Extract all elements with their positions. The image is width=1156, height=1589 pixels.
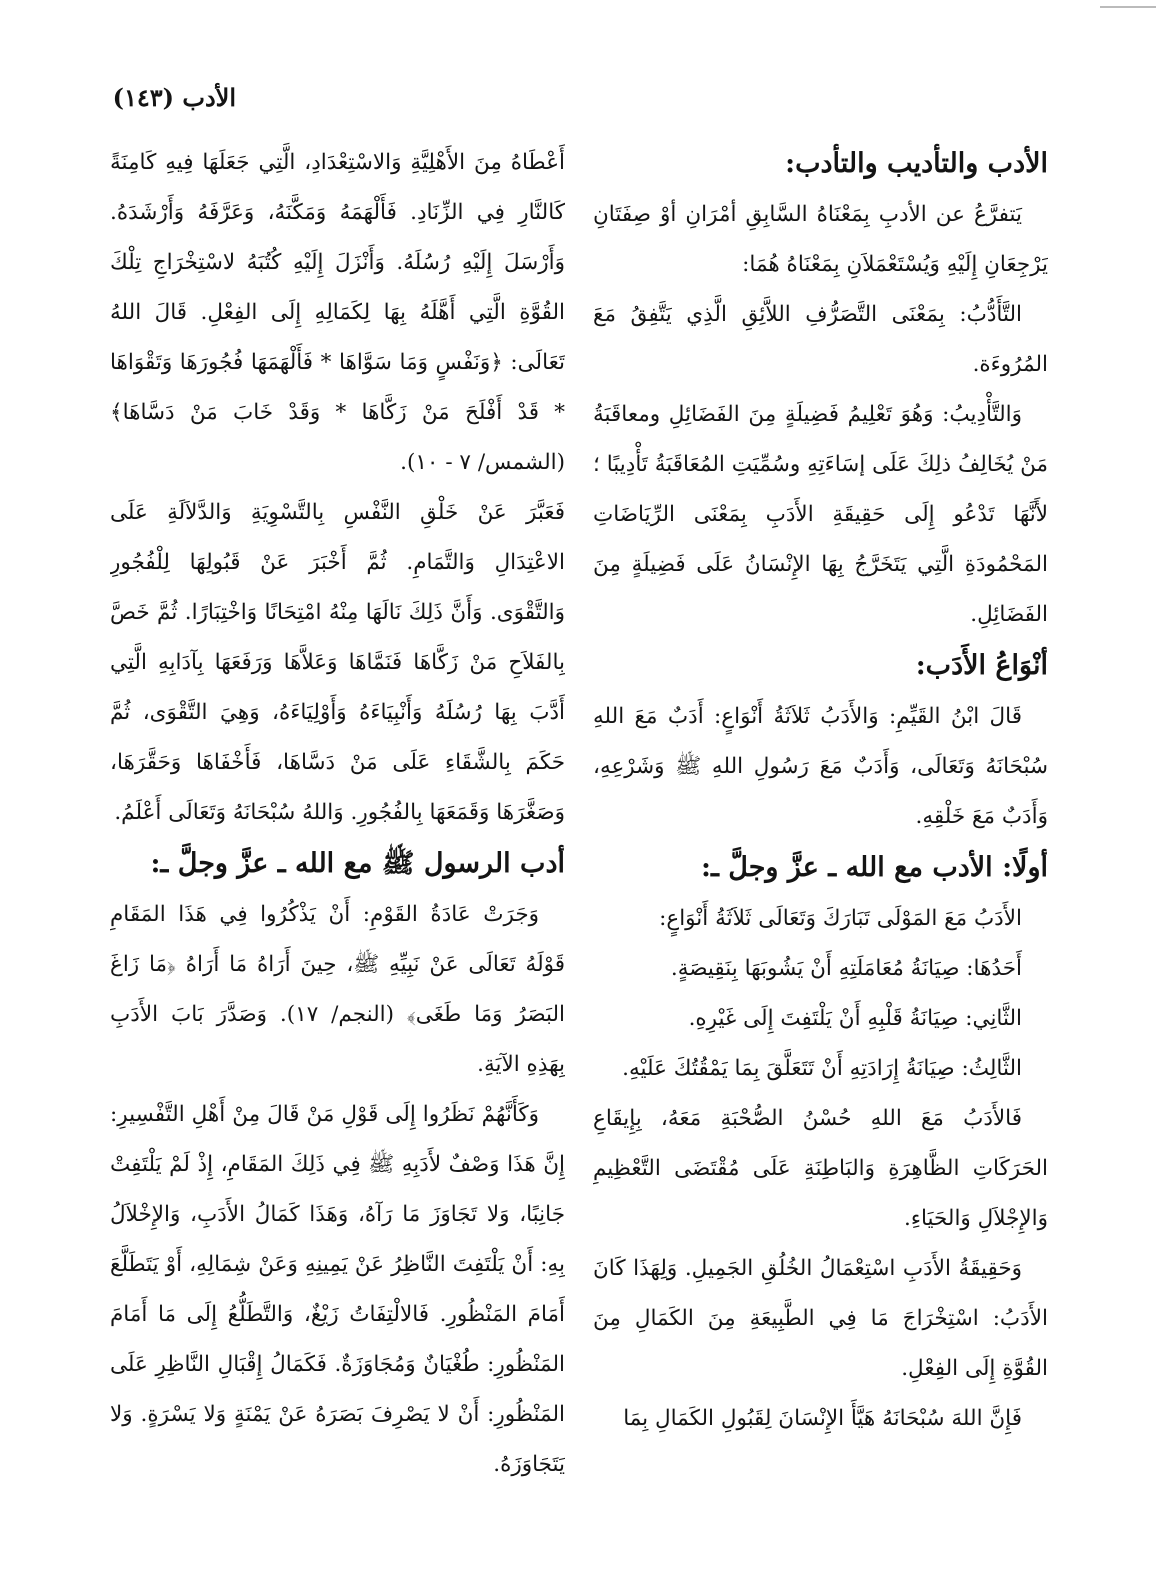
right-column <box>593 138 1048 1558</box>
section-heading: أولًا: الأدب مع الله ـ عزَّ وجلَّ ـ: <box>701 852 1048 883</box>
paragraph: أَعْطَاهُ مِنَ الأَهْلِيَّةِ وَالاسْتِعْدَادِ، الَّتِي جَعَلَهَا فِيهِ كَامِنَةً كَالنَّارِ فِي الزِّنَادِ. فَأَلْهَمَهُ وَمَكَّنَهُ، وَعَرَّفَهُ وَأَرْشَدَهُ. وَأَرْسَلَ إِلَيْهِ رُسُلَهُ. وَأَنْزَلَ إِلَيْهِ كُتُبَهُ لاسْتِخْرَاجِ تِلْكَ القُوَّةِ الَّتِي أَهَّلَهُ بِهَا لِكَمَالِهِ إِلَى الفِعْلِ. قَالَ اللهُ تَعَالَى: ﴿وَنَفْسٍ وَمَا سَوَّاهَا * فَأَلْهَمَهَا فُجُورَهَا وَتَقْوَاهَا * قَدْ أَفْلَحَ مَنْ زَكَّاهَا * وَقَدْ خَابَ مَنْ دَسَّاهَا﴾ (الشمس/ ٧ - ١٠). <box>110 150 565 475</box>
running-header: الأدب (١٤٣) <box>112 83 236 112</box>
paragraph: وَجَرَتْ عَادَةُ القَوْمِ: أَنْ يَذْكُرُوا فِي هَذَا المَقَامِ قَوْلَهُ تَعَالَى عَنْ نَبِيِّهِ ﷺ، حِينَ أَرَاهُ مَا أَرَاهُ ﴿مَا زَاغَ البَصَرُ وَمَا طَغَى﴾ (النجم/ ١٧). وَصَدَّرَ بَابَ الأَدَبِ بِهَذِهِ الآيَةِ. <box>110 902 565 1077</box>
corner-line <box>1100 6 1156 8</box>
paragraph: يَتفرَّعُ عن الأدبِ بِمَعْنَاهُ السَّابِقِ أمْرَانِ أوْ صِفَتَانِ يَرْجِعَانِ إِلَيْهِ وَيُسْتَعْمَلاَنِ بِمَعْنَاهُ هُمَا: <box>593 202 1048 277</box>
section-heading: أنْوَاعُ الأَدَب: <box>915 650 1048 681</box>
paragraph: قَالَ ابْنُ القَيِّمِ: وَالأَدَبُ ثَلاَثَةُ أَنْوَاعٍ: أَدَبٌ مَعَ اللهِ سُبْحَانَهُ وَتَعَالَى، وَأَدَبٌ مَعَ رَسُولِ اللهِ ﷺ وَشَرْعِهِ، وَأَدَبٌ مَعَ خَلْقِهِ. <box>593 704 1048 829</box>
left-column <box>110 138 565 1558</box>
section-heading: أدب الرسول ﷺ مع الله ـ عزَّ وجلَّ ـ: <box>150 848 565 879</box>
paragraph: الثَّالِثُ: صِيَانَةُ إِرَادَتِهِ أَنْ تَتَعَلَّقَ بِمَا يَمْقُتُكَ عَلَيْهِ. <box>622 1056 1022 1081</box>
paragraph: أَحَدُهَا: صِيَانَةُ مُعَامَلَتِهِ أَنْ يَشُوبَهَا بِنَقِيصَةٍ. <box>670 956 1022 981</box>
paragraph: فَعَبَّرَ عَنْ خَلْقِ النَّفْسِ بِالتَّسْوِيَةِ وَالدَّلاَلَةِ عَلَى الاعْتِدَالِ وَالتَّمَامِ. ثُمَّ أَخْبَرَ عَنْ قَبُولِهَا لِلْفُجُورِ وَالتَّقْوَى. وَأَنَّ ذَلِكَ نَالَهَا مِنْهُ امْتِحَانًا وَاخْتِبَارًا. ثُمَّ خَصَّ بِالفَلاَحِ مَنْ زَكَّاهَا فَنَمَّاهَا وَعَلاَّهَا وَرَفَعَهَا بِآدَابِهِ الَّتِي أَدَّبَ بِهَا رُسُلَهُ وَأَنْبِيَاءَهُ وَأَوْلِيَاءَهُ، وَهِيَ التَّقْوَى، ثُمَّ حَكَمَ بِالشَّقَاءِ عَلَى مَنْ دَسَّاهَا، فَأَخْفَاهَا وَحَقَّرَهَا، وَصَغَّرَهَا وَقَمَعَهَا بِالفُجُورِ. وَاللهُ سُبْحَانَهُ وَتَعَالَى أَعْلَمُ. <box>110 500 565 825</box>
paragraph: وَكَأَنَّهُمْ نَظَرُوا إِلَى قَوْلِ مَنْ قَالَ مِنْ أَهْلِ التَّفْسِيرِ: إِنَّ هَذَا وَصْفٌ لأَدَبِهِ ﷺ فِي ذَلِكَ المَقَامِ، إِذْ لَمْ يَلْتَفِتْ جَانِبًا، وَلا تَجَاوَزَ مَا رَآهُ، وَهَذَا كَمَالُ الأَدَبِ، وَالإِخْلاَلُ بِهِ: أَنْ يَلْتَفِتَ النَّاظِرُ عَنْ يَمِينِهِ وَعَنْ شِمَالِهِ، أَوْ يَتَطَلَّعَ أَمَامَ المَنْظُورِ. فَالالْتِفَاتُ زَيْغٌ، وَالتَّطَلُّعُ إِلَى مَا أَمَامَ المَنْظُورِ: طُغْيَانٌ وَمُجَاوَزَةٌ. فَكَمَالُ إِقْبَالِ النَّاظِرِ عَلَى المَنْظُورِ: أَنْ لا يَصْرِفَ بَصَرَهُ عَنْ يَمْنَةٍ وَلا يَسْرَةٍ. وَلا يَتَجَاوَزَهُ. <box>110 1102 565 1477</box>
paragraph: التَّأَدُّبُ: بِمَعْنَى التَّصَرُّفِ اللاَّئِقِ الَّذِي يَتَّفِقُ مَعَ المُرُوءَة. <box>593 302 1048 377</box>
paragraph: وَحَقِيقَةُ الأَدَبِ اسْتِعْمَالُ الخُلُقِ الجَمِيلِ. وَلِهَذَا كَانَ الأَدَبُ: اسْتِخْرَاجَ مَا فِي الطَّبِيعَةِ مِنَ الكَمَالِ مِنَ القُوَّةِ إِلَى الفِعْلِ. <box>593 1256 1048 1381</box>
paragraph: وَالتَّأْدِيبُ: وَهُوَ تَعْلِيمُ فَضِيلَةٍ مِنَ الفَضَائِلِ ومعاقَبَةُ مَنْ يُخَالِفُ ذلِكَ عَلَى إسَاءَتِهِ وسُمِّيَتِ المُعَاقَبَةُ تَأْدِيبًا ؛لأَنَّهَا تَدْعُو إِلَى حَقِيقَةِ الأَدَبِ بِمَعْنَى الرِّيَاضَاتِ المَحْمُودَةِ الَّتِي يَتَخَرَّجُ بِهَا الإِنْسَانُ عَلَى فَضِيلَةٍ مِنَ الفَضَائِلِ. <box>593 402 1048 627</box>
paragraph: فَإِنَّ اللهَ سُبْحَانَهُ هَيَّأَ الإِنْسَانَ لِقَبُولِ الكَمَالِ بِمَا <box>623 1406 1022 1431</box>
paragraph: الثَّانِي: صِيَانَةُ قَلْبِهِ أَنْ يَلْتَفِتَ إِلَى غَيْرِهِ. <box>688 1006 1022 1031</box>
paragraph: فَالأَدَبُ مَعَ اللهِ حُسْنُ الصُّحْبَةِ مَعَهُ، بِإِيقَاعِ الحَرَكَاتِ الظَّاهِرَةِ وَالبَاطِنَةِ عَلَى مُقْتَضَى التَّعْظِيمِ وَالإِجْلاَلِ وَالحَيَاءِ. <box>593 1106 1048 1231</box>
section-heading: الأدب والتأديب والتأدب: <box>785 148 1048 179</box>
paragraph: الأَدَبُ مَعَ المَوْلَى تَبَارَكَ وَتَعَالَى ثَلاَثَةُ أَنْوَاعٍ: <box>659 906 1022 931</box>
